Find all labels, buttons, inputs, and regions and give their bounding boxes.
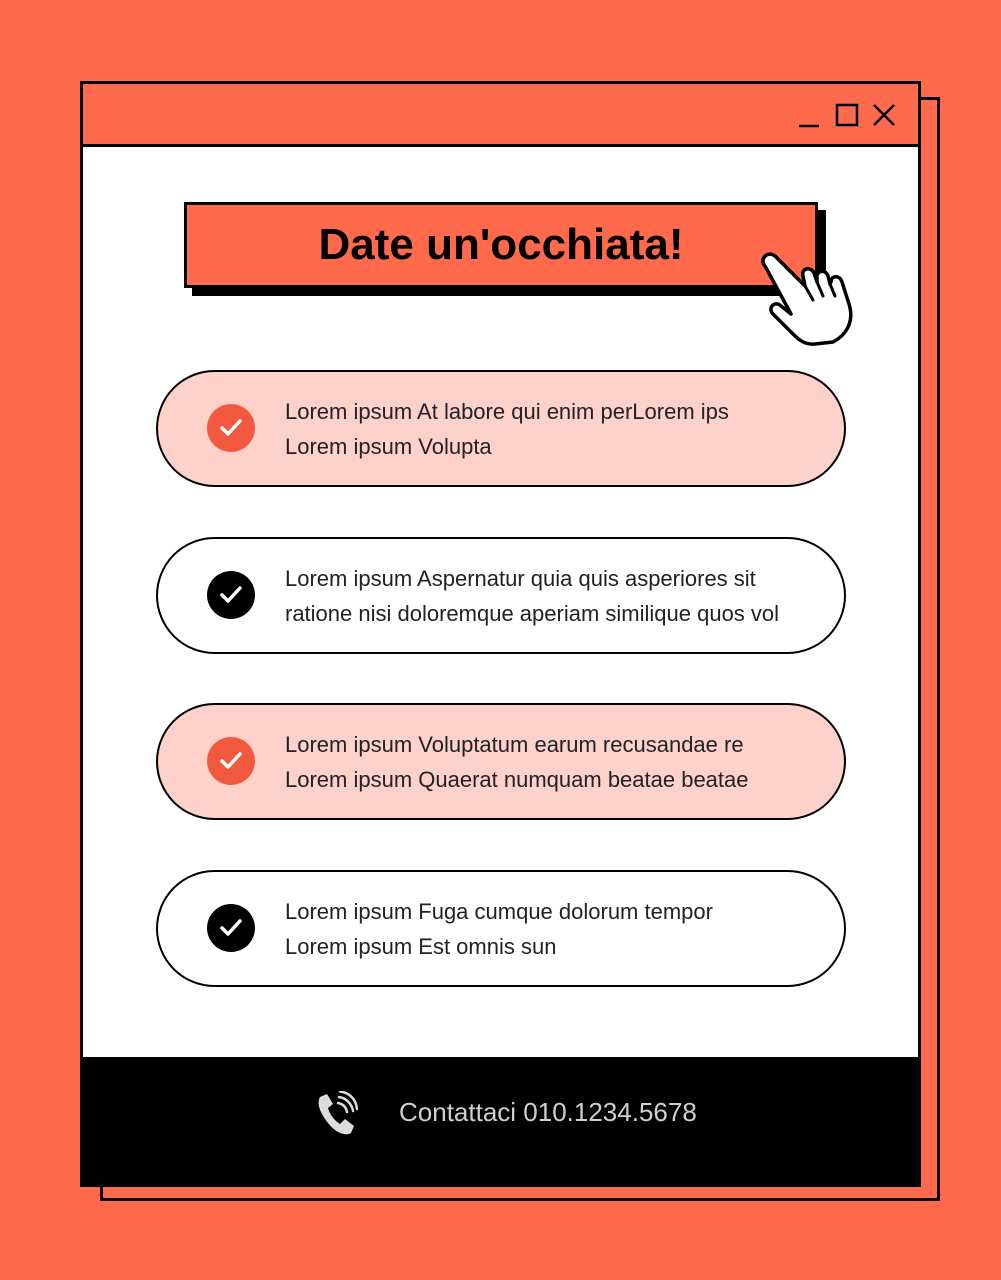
item-line: Lorem ipsum At labore qui enim perLorem ips (285, 399, 729, 424)
item-line: Lorem ipsum Quaerat numquam beatae beatae (285, 767, 749, 792)
item-line: Lorem ipsum Voluptatum earum recusandae re (285, 732, 744, 757)
item-text (285, 894, 825, 964)
heading-banner (184, 202, 818, 288)
item-line: Lorem ipsum Fuga cumque dolorum tempor (285, 899, 713, 924)
list-item[interactable] (156, 370, 846, 487)
item-line: Lorem ipsum Volupta (285, 434, 492, 459)
check-circle-icon (207, 737, 255, 785)
check-circle-icon (207, 404, 255, 452)
window (80, 81, 921, 1187)
maximize-icon[interactable] (835, 102, 859, 133)
phone-icon (314, 1091, 358, 1142)
page-title: Date un'occhiata! (184, 202, 818, 288)
item-line: Lorem ipsum Aspernatur quia quis asperiores sit (285, 566, 756, 591)
check-circle-icon (207, 571, 255, 619)
close-icon[interactable] (872, 102, 896, 133)
footer (83, 1057, 918, 1184)
list-item[interactable] (156, 870, 846, 987)
item-text (285, 561, 825, 631)
check-circle-icon (207, 904, 255, 952)
item-line: Lorem ipsum Est omnis sun (285, 934, 557, 959)
contact-phone-text[interactable]: Contattaci 010.1234.5678 (399, 1097, 697, 1127)
list-item[interactable] (156, 703, 846, 820)
list-item[interactable] (156, 537, 846, 654)
title-bar (83, 84, 918, 147)
item-line: ratione nisi doloremque aperiam similique quos vol (285, 601, 780, 626)
item-text (285, 727, 825, 797)
pointing-hand-icon (753, 242, 863, 357)
item-text (285, 394, 825, 464)
minimize-icon[interactable] (797, 102, 821, 133)
